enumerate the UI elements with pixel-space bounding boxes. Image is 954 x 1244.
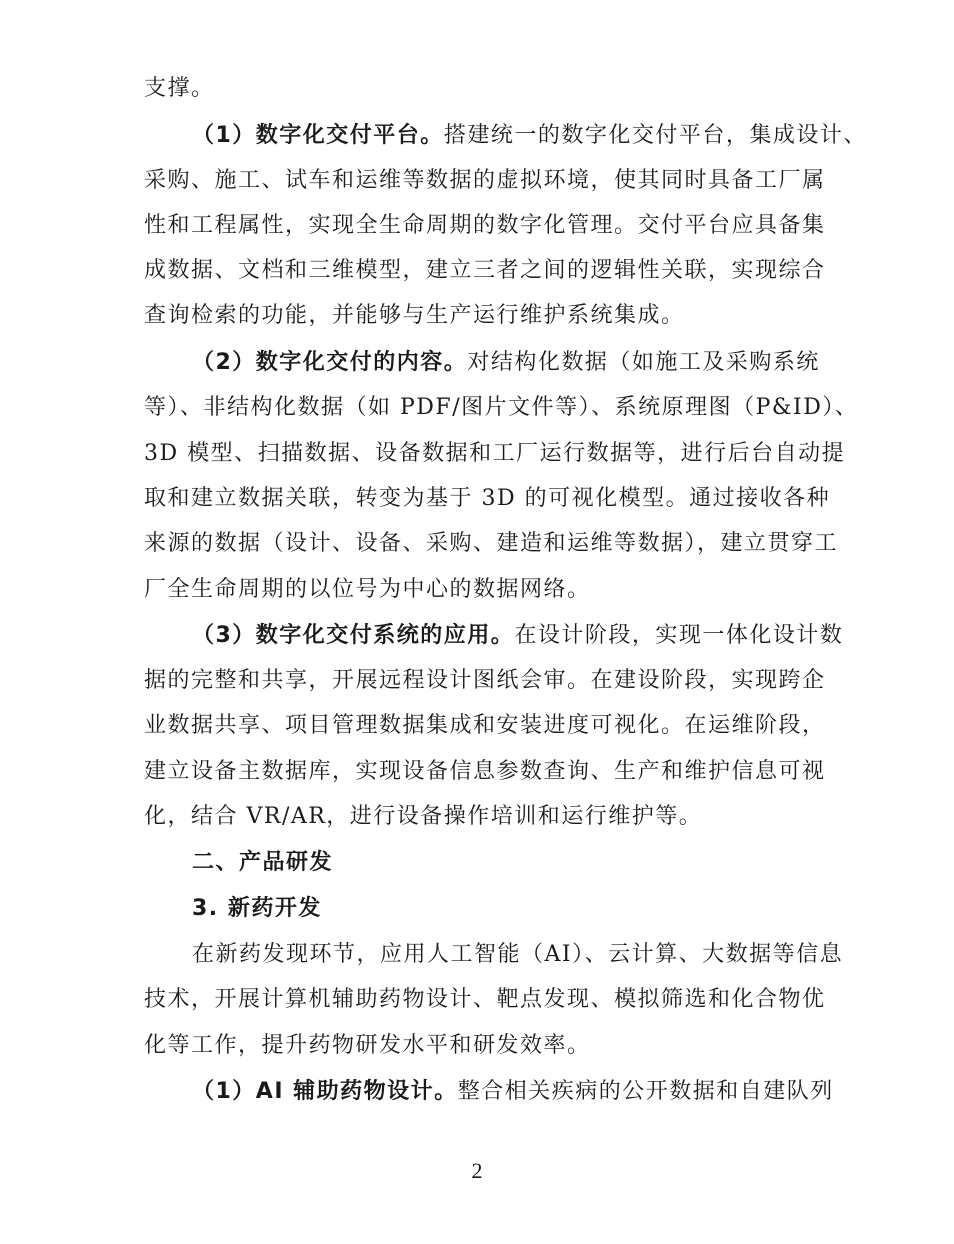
paragraph-heading: （1）AI 辅助药物设计。 [192, 1079, 458, 1104]
paragraph-first-line [192, 1077, 834, 1107]
paragraph-line: 据的完整和共享，开展远程设计图纸会审。在建设阶段，实现跨企 [144, 668, 826, 693]
paragraph-line: 3D 模型、扫描数据、设备数据和工厂运行数据等，进行后台自动提 [144, 441, 846, 466]
paragraph-line: 支撑。 [144, 76, 215, 101]
paragraph-line: 采购、施工、试车和运维等数据的虚拟环境，使其同时具备工厂属 [144, 168, 826, 193]
section-heading: 二、产品研发 [192, 850, 334, 875]
subsection-heading: 3. 新药开发 [192, 896, 322, 921]
paragraph-line: 性和工程属性，实现全生命周期的数字化管理。交付平台应具备集 [144, 213, 826, 238]
paragraph-heading: （2）数字化交付的内容。 [192, 350, 468, 375]
paragraph-text: 在设计阶段，实现一体化设计数 [514, 623, 844, 648]
paragraph-text: 对结构化数据（如施工及采购系统 [467, 350, 820, 375]
paragraph-line: 化等工作，提升药物研发水平和研发效率。 [144, 1033, 591, 1058]
paragraph-line: 厂全生命周期的以位号为中心的数据网络。 [144, 577, 591, 602]
paragraph-line: 化，结合 VR/AR，进行设备操作培训和运行维护等。 [144, 804, 703, 829]
page-number: 2 [471, 1158, 483, 1183]
paragraph-heading: （1）数字化交付平台。 [192, 123, 444, 148]
paragraph-text: 整合相关疾病的公开数据和自建队列 [457, 1079, 834, 1104]
paragraph-line: 技术，开展计算机辅助药物设计、靶点发现、模拟筛选和化合物优 [144, 987, 826, 1012]
paragraph-line: 查询检索的功能，并能够与生产运行维护系统集成。 [144, 303, 685, 328]
paragraph-text: 搭建统一的数字化交付平台，集成设计、 [443, 123, 867, 148]
paragraph-line: 业数据共享、项目管理数据集成和安装进度可视化。在运维阶段， [144, 713, 826, 738]
paragraph-first-line [192, 621, 843, 651]
paragraph-line: 建立设备主数据库，实现设备信息参数查询、生产和维护信息可视 [144, 759, 826, 784]
paragraph-first-line: 在新药发现环节，应用人工智能（AI）、云计算、大数据等信息 [192, 942, 844, 967]
paragraph-line: 取和建立数据关联，转变为基于 3D 的可视化模型。通过接收各种 [144, 486, 831, 511]
paragraph-heading: （3）数字化交付系统的应用。 [192, 623, 515, 648]
paragraph-first-line [192, 348, 820, 378]
paragraph-line: 成数据、文档和三维模型，建立三者之间的逻辑性关联，实现综合 [144, 258, 826, 283]
paragraph-first-line [192, 121, 867, 151]
paragraph-line: 等）、非结构化数据（如 PDF/图片文件等）、系统原理图（P&ID）、 [144, 395, 859, 420]
paragraph-line: 来源的数据（设计、设备、采购、建造和运维等数据），建立贯穿工 [144, 531, 839, 556]
